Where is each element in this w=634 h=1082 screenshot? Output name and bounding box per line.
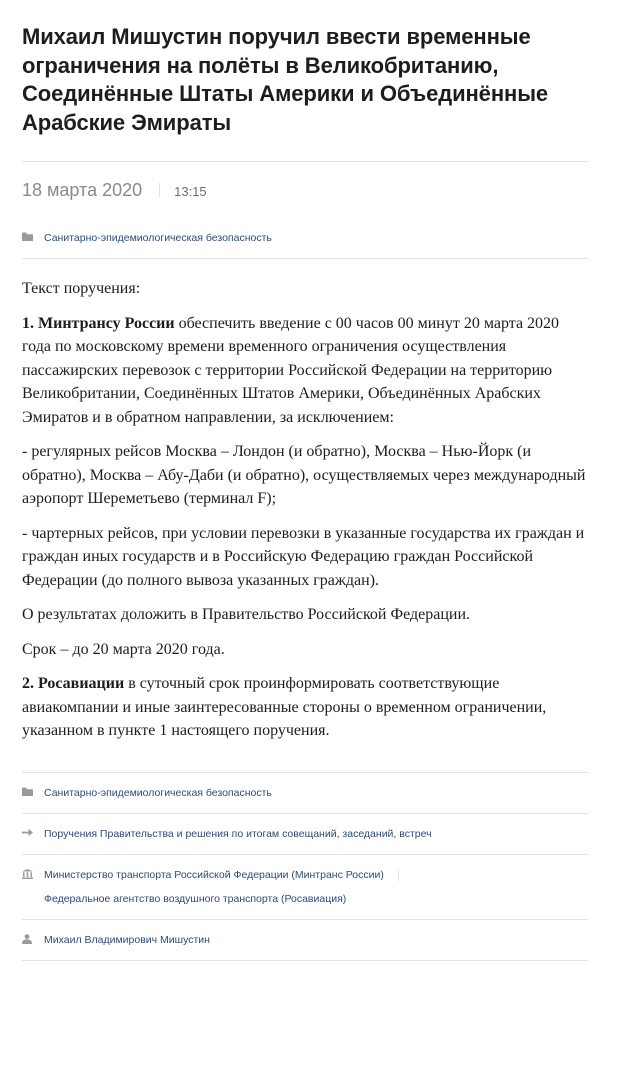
paragraph-text: в суточный срок проинформировать соответствующие авиакомпании и иные заинтересованные стороны о временном ограничении, указанном в пункте 1 настоящего поручения. (22, 675, 547, 739)
building-icon (22, 868, 44, 879)
spacer (44, 882, 399, 892)
person-icon (22, 933, 44, 944)
topic-link[interactable]: Санитарно-эпидемиологическая безопасность (44, 232, 272, 244)
footer-agencies-row (22, 855, 588, 919)
body-paragraph: О результатах доложить в Правительство Российской Федерации. (22, 606, 471, 623)
body-paragraph (22, 672, 588, 743)
agency-links (44, 868, 399, 906)
folder-icon (22, 786, 44, 796)
footer-person-row (22, 920, 588, 960)
article-body (22, 259, 588, 772)
agency-line (44, 868, 399, 882)
bold-lead: 2. Росавиации (22, 675, 125, 692)
person-link[interactable]: Михаил Владимирович Мишустин (44, 933, 210, 946)
link-separator (398, 869, 399, 881)
body-paragraph: Срок – до 20 марта 2020 года. (22, 640, 225, 658)
body-paragraph: - регулярных рейсов Москва – Лондон (и обратно), Москва – Нью-Йорк (и обратно), Москва – Абу-Даби (и обратно), осуществляемых через международный аэропорт Шереметьево (терминал F); (22, 443, 586, 507)
footer-topic-row (22, 773, 588, 813)
agency-line (44, 892, 399, 906)
body-paragraph: - чартерных рейсов, при условии перевозки в указанные государства их граждан и граждан иных государств и в Российскую Федерацию граждан Российской Федерации (до полного вывоза указанных граждан). (22, 524, 585, 589)
article-time: 13:15 (174, 184, 207, 199)
arrow-right-icon (22, 827, 44, 837)
paragraph-text: обеспечить введение с 00 часов 00 минут 20 марта 2020 года по московскому времени временного ограничения осуществления пассажирских перевозок с территории Российской Федерации на территорию Великобритании, Соединённых Штатов Америки, Объединённых Арабских Эмиратов и в обратном направлении, за исключением: (22, 314, 560, 426)
article-meta (22, 162, 588, 218)
orders-link[interactable]: Поручения Правительства и решения по итогам совещаний, заседаний, встреч (44, 827, 432, 840)
article-title: Михаил Мишустин поручил ввести временные ограничения на полёты в Великобританию, Соединённые Штаты Америки и Объединённые Арабские Эмираты (22, 24, 549, 135)
divider (22, 960, 588, 961)
agency-link-mintrans[interactable]: Министерство транспорта Российской Федерации (Минтранс России) (44, 868, 384, 881)
agency-link-rosaviatsia[interactable]: Федеральное агентство воздушного транспорта (Росавиация) (44, 892, 347, 905)
article-page (22, 0, 588, 961)
folder-icon (22, 231, 44, 241)
body-paragraph (22, 312, 588, 430)
footer-tags (22, 772, 588, 961)
body-paragraph: Текст поручения: (22, 280, 141, 297)
footer-orders-row (22, 814, 588, 854)
meta-separator (159, 183, 160, 197)
topic-link[interactable]: Санитарно-эпидемиологическая безопасность (44, 786, 272, 799)
article-date: 18 марта 2020 (22, 179, 143, 200)
top-tag-row (22, 218, 588, 258)
bold-lead: 1. Минтрансу России (22, 314, 175, 332)
